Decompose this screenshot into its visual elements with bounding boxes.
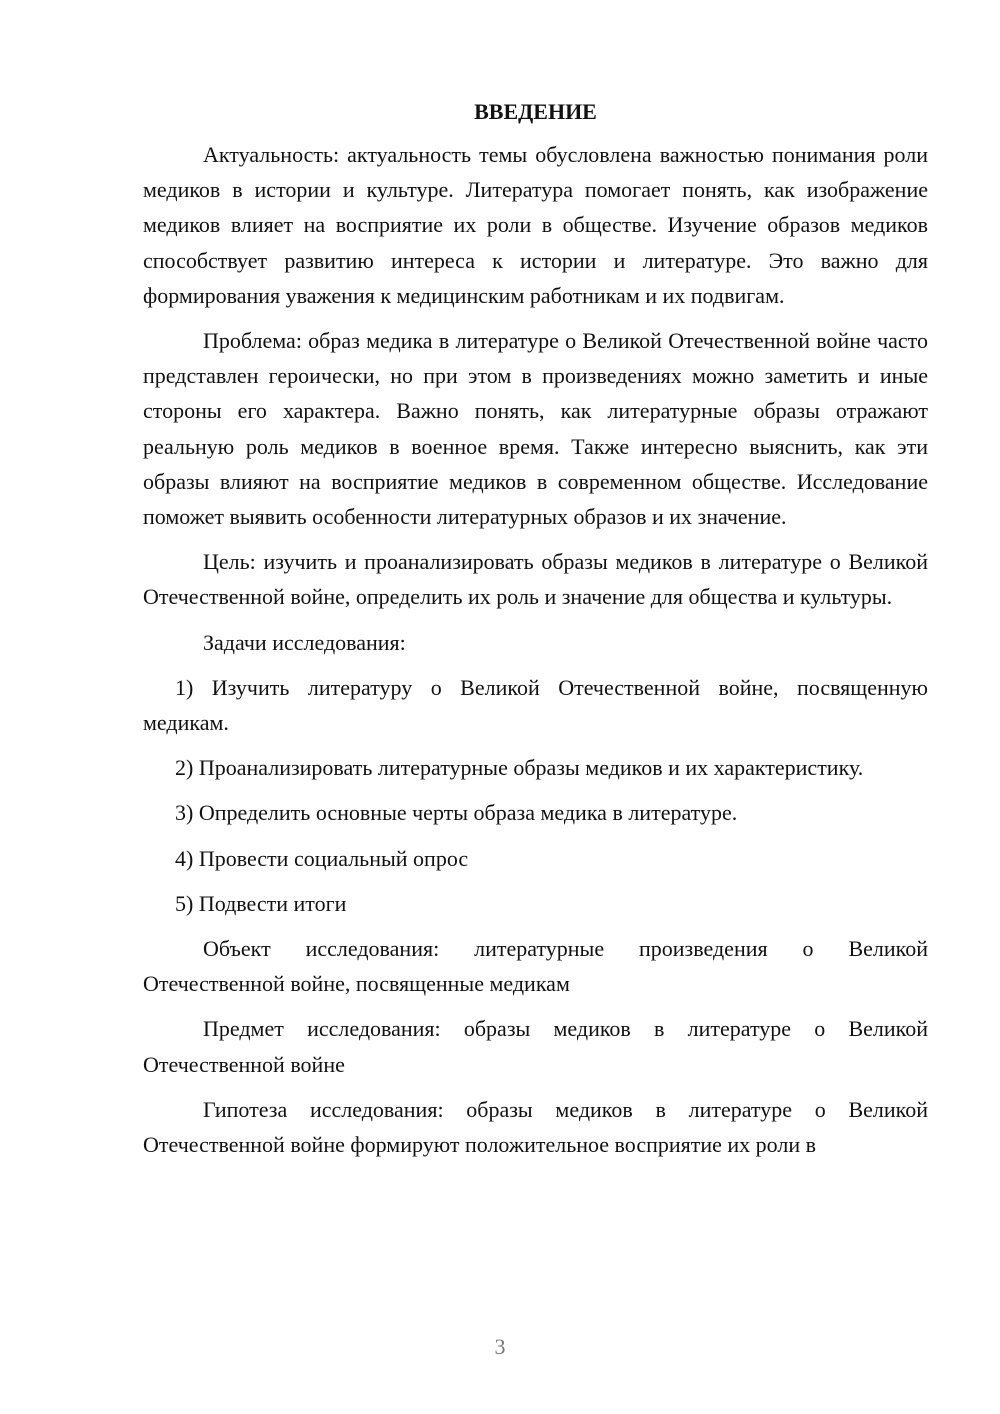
task-item-1: 1) Изучить литературу о Великой Отечественной войне, посвященную медикам. [143,674,928,736]
paragraph-subject: Предмет исследования: образы медиков в литературе о Великой Отечественной войне [143,1016,928,1077]
page-number: 3 [494,1334,506,1359]
section-title: ВВЕДЕНИЕ [474,99,597,124]
paragraph-relevance: Актуальность: актуальность темы обусловлена важностью понимания роли медиков в истории и культуре. Литература помогает понять, как изображение медиков влияет на восприятие их роли в обществе. Изучение образов медиков способствует развитию интереса к истории и литературе. Это важно для формирования уважения к медицинским работникам и их подвигам. [143,142,928,308]
task-item-5: 5) Подвести итоги [175,890,347,916]
task-item-4: 4) Провести социальный опрос [175,845,469,871]
paragraph-object: Объект исследования: литературные произведения о Великой Отечественной войне, посвященные медикам [143,936,928,997]
paragraph-hypothesis: Гипотеза исследования: образы медиков в литературе о Великой Отечественной войне формируют положительное восприятие их роли в [143,1096,928,1158]
task-item-3: 3) Определить основные черты образа медика в литературе. [175,800,738,826]
paragraph-problem: Проблема: образ медика в литературе о Великой Отечественной войне часто представлен героически, но при этом в произведениях можно заметить и иные стороны его характера. Важно понять, как литературные образы отражают реальную роль медиков в военное время. Также интересно выяснить, как эти образы влияют на восприятие медиков в современном обществе. Исследование поможет выявить особенности литературных образов и их значение. [143,328,928,530]
paragraph-tasks-heading: Задачи исследования: [203,629,406,655]
paragraph-goal: Цель: изучить и проанализировать образы медиков в литературе о Великой Отечественной войне, определить их роль и значение для общества и культуры. [143,549,928,610]
page-content [143,94,928,1172]
task-item-2: 2) Проанализировать литературные образы медиков и их характеристику. [175,755,864,781]
